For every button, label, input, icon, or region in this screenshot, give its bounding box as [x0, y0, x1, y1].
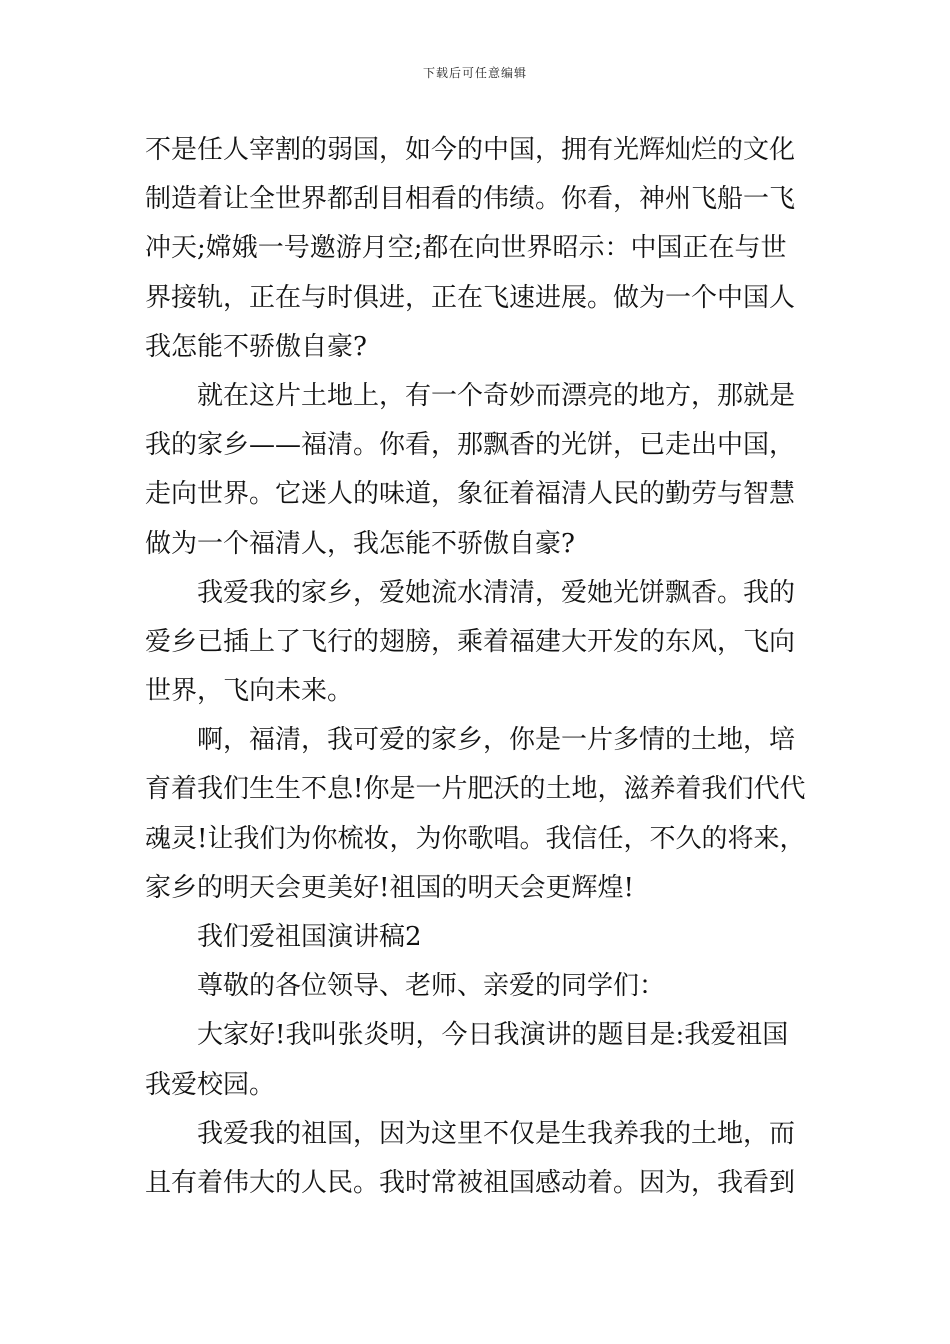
text-line: 我爱我的家乡，爱她流水清清，爱她光饼飘香。我的 [197, 577, 796, 608]
text-line: 我爱校园。 [145, 1069, 276, 1100]
text-line: 不是任人宰割的弱国，如今的中国，拥有光辉灿烂的文化 [145, 135, 796, 165]
text-line: 我们爱祖国演讲稿2 [197, 922, 422, 952]
text-line: 大家好!我叫张炎明，今日我演讲的题目是:我爱祖国 [197, 1020, 789, 1051]
text-line: 做为一个福清人，我怎能不骄傲自豪? [145, 528, 575, 559]
document-body [145, 126, 807, 1208]
text-line: 我的家乡——福清。你看，那飘香的光饼，已走出中国， [145, 430, 796, 461]
text-line: 尊敬的各位领导、老师、亲爱的同学们： [197, 971, 666, 1002]
text-line: 界接轨，正在与时俱进，正在飞速进展。做为一个中国人 [145, 282, 796, 313]
text-line: 我爱我的祖国，因为这里不仅是生我养我的土地，而 [197, 1118, 796, 1149]
page-header: 下载后可任意编辑 [422, 66, 527, 80]
text-line: 育着我们生生不息!你是一片肥沃的土地，滋养着我们代代 [145, 774, 806, 805]
text-line: 我怎能不骄傲自豪? [145, 331, 367, 362]
text-line: 走向世界。它迷人的味道，象征着福清人民的勤劳与智慧 [145, 479, 796, 510]
text-line: 且有着伟大的人民。我时常被祖国感动着。因为，我看到 [145, 1167, 796, 1198]
text-line: 就在这片土地上，有一个奇妙而漂亮的地方，那就是 [197, 380, 796, 411]
text-line: 冲天;嫦娥一号邀游月空;都在向世界昭示：中国正在与世 [145, 233, 787, 264]
text-line: 啊，福清，我可爱的家乡，你是一片多情的土地，培 [197, 725, 796, 756]
text-line: 世界，飞向未来。 [145, 676, 354, 707]
text-line: 魂灵!让我们为你梳妆，为你歌唱。我信任，不久的将来， [145, 823, 806, 854]
text-line: 制造着让全世界都刮目相看的伟绩。你看，神州飞船一飞 [145, 184, 796, 215]
text-line: 家乡的明天会更美好!祖国的明天会更辉煌! [145, 872, 634, 903]
text-line: 爱乡已插上了飞行的翅膀，乘着福建大开发的东风，飞向 [145, 626, 796, 657]
